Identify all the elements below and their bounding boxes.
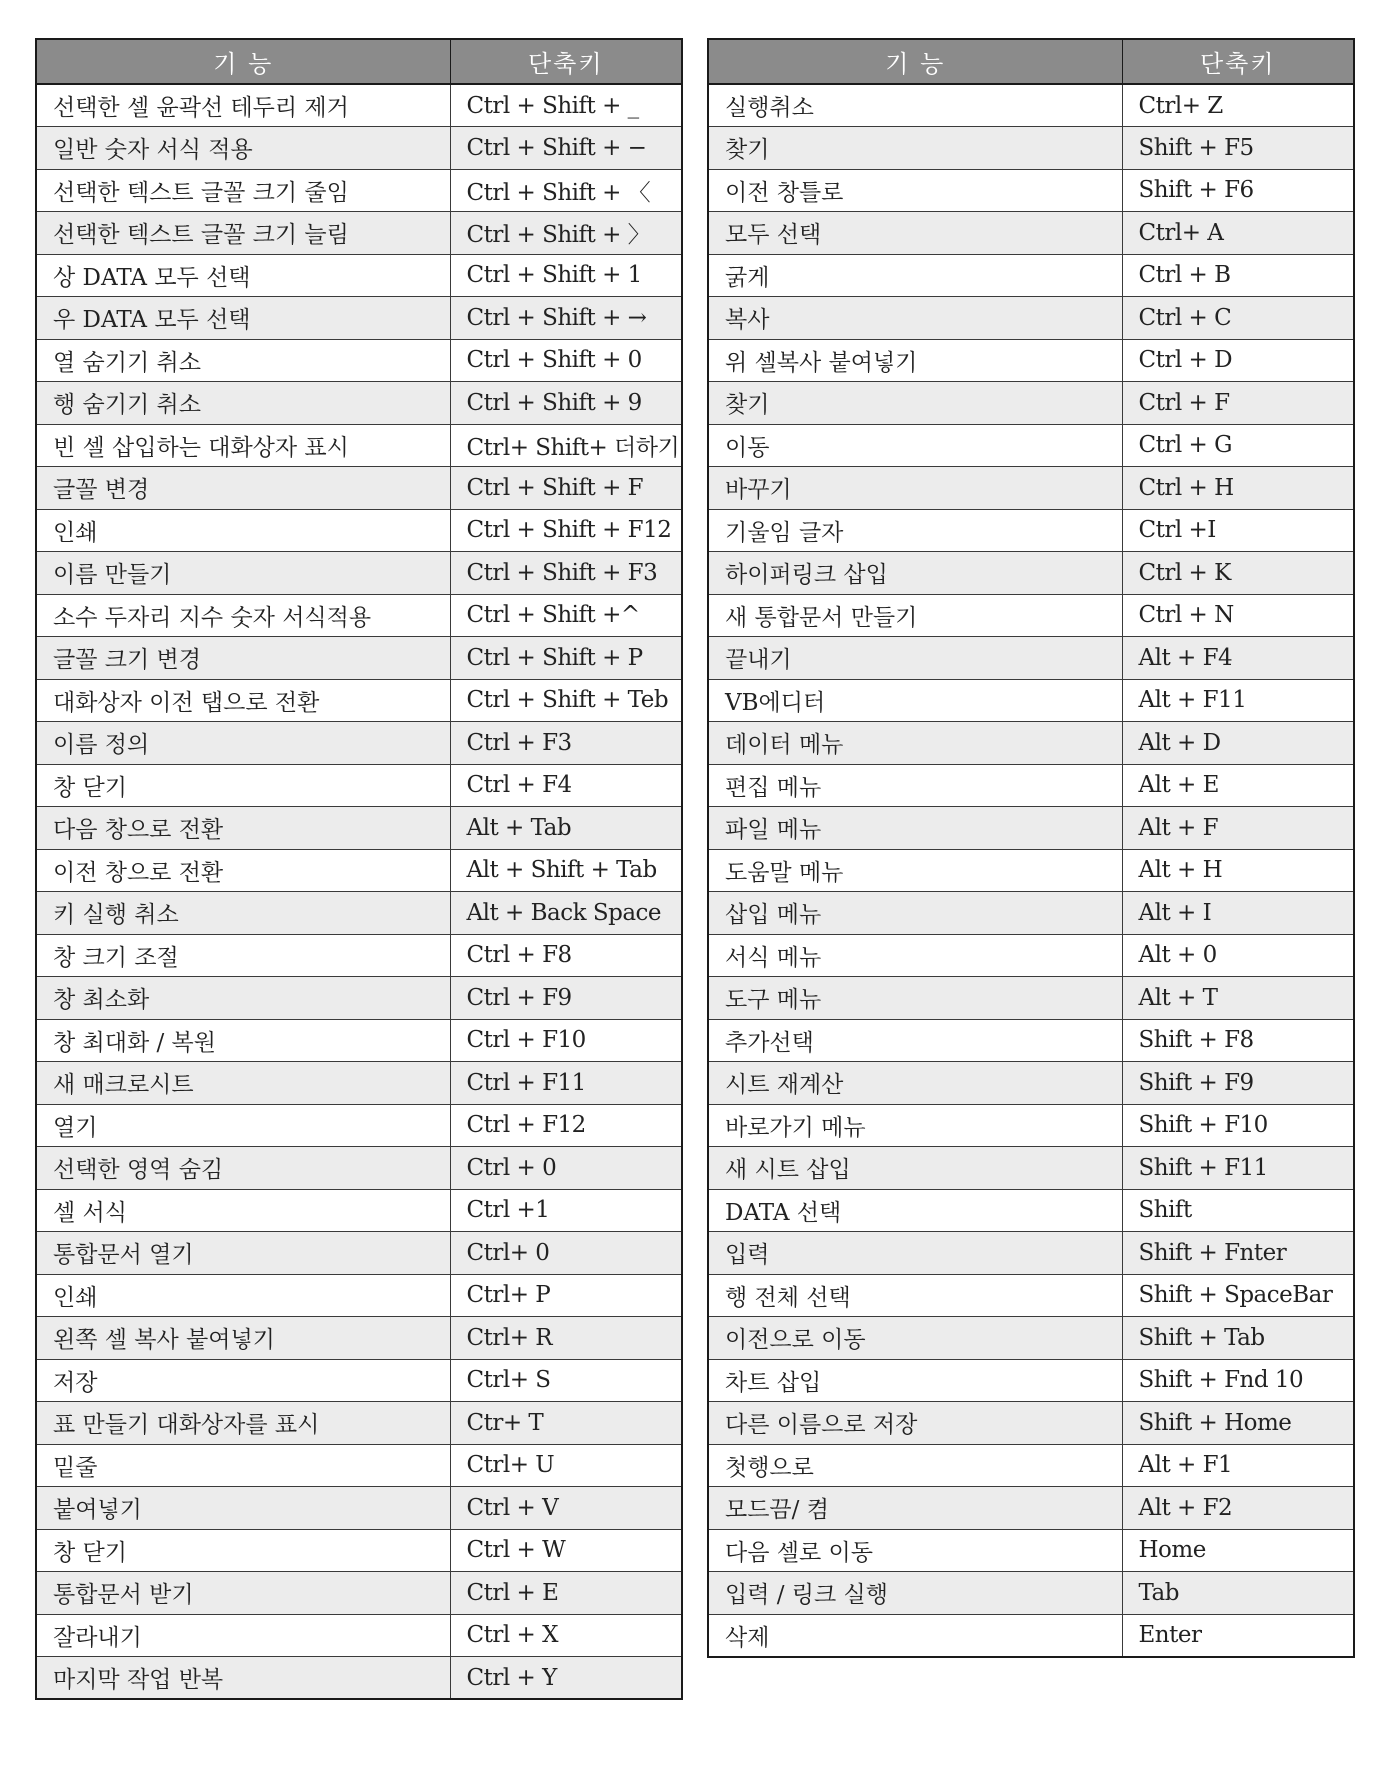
function-cell: 선택한 텍스트 글꼴 크기 늘림 xyxy=(36,212,450,255)
shortcut-cell: Ctrl+ R xyxy=(450,1317,682,1360)
shortcut-cell: Ctrl + Shift +^ xyxy=(450,594,682,637)
shortcut-cell: Ctrl + E xyxy=(450,1572,682,1615)
table-row xyxy=(36,254,682,297)
shortcut-cell: Ctrl + F12 xyxy=(450,1104,682,1147)
shortcut-cell: Ctrl + F11 xyxy=(450,1062,682,1105)
shortcut-cell: Alt + E xyxy=(1122,764,1354,807)
table-row xyxy=(36,1529,682,1572)
table-row xyxy=(708,1444,1354,1487)
table-row xyxy=(708,934,1354,977)
table-row xyxy=(708,892,1354,935)
shortcut-cell: Ctrl + Shift + F12 xyxy=(450,509,682,552)
shortcut-cell: Ctrl + Shift + 〈 xyxy=(450,169,682,212)
table-row xyxy=(36,467,682,510)
table-row xyxy=(36,722,682,765)
table-row xyxy=(36,934,682,977)
function-cell: 글꼴 크기 변경 xyxy=(36,637,450,680)
table-row xyxy=(36,807,682,850)
function-cell: VB에디터 xyxy=(708,679,1122,722)
table-row xyxy=(36,637,682,680)
function-cell: 열기 xyxy=(36,1104,450,1147)
table-row xyxy=(708,509,1354,552)
table-row xyxy=(36,552,682,595)
shortcut-cell: Shift + Home xyxy=(1122,1402,1354,1445)
shortcut-cell: Ctrl + Y xyxy=(450,1657,682,1700)
function-cell: 창 크기 조절 xyxy=(36,934,450,977)
function-cell: 데이터 메뉴 xyxy=(708,722,1122,765)
table-row xyxy=(36,1189,682,1232)
function-cell: 이전 창틀로 xyxy=(708,169,1122,212)
shortcut-cell: Ctrl + W xyxy=(450,1529,682,1572)
shortcut-cell: Ctrl+ Z xyxy=(1122,84,1354,127)
function-cell: 상 DATA 모두 선택 xyxy=(36,254,450,297)
shortcut-cell: Shift + F5 xyxy=(1122,127,1354,170)
table-row xyxy=(708,1402,1354,1445)
function-cell: 통합문서 열기 xyxy=(36,1232,450,1275)
shortcut-cell: Ctrl + Shift + P xyxy=(450,637,682,680)
table-row xyxy=(36,1019,682,1062)
shortcut-cell: Ctrl + Shift + F3 xyxy=(450,552,682,595)
shortcut-cell: Ctrl + 0 xyxy=(450,1147,682,1190)
function-cell: 바로가기 메뉴 xyxy=(708,1104,1122,1147)
shortcut-cell: Ctrl + F4 xyxy=(450,764,682,807)
shortcut-cell: Ctrl + F9 xyxy=(450,977,682,1020)
function-cell: 다른 이름으로 저장 xyxy=(708,1402,1122,1445)
table-row xyxy=(36,1317,682,1360)
table-row xyxy=(708,1189,1354,1232)
table-row xyxy=(36,339,682,382)
function-cell: 끝내기 xyxy=(708,637,1122,680)
table-row xyxy=(36,127,682,170)
table-row xyxy=(708,764,1354,807)
table-row xyxy=(708,424,1354,467)
table-row xyxy=(708,722,1354,765)
function-cell: 서식 메뉴 xyxy=(708,934,1122,977)
table-row xyxy=(708,1359,1354,1402)
shortcut-table-left xyxy=(35,38,683,1700)
table-row xyxy=(708,977,1354,1020)
shortcut-cell: Shift + F9 xyxy=(1122,1062,1354,1105)
table-row xyxy=(708,1487,1354,1530)
header-row xyxy=(36,39,682,84)
shortcut-cell: Ctrl + F10 xyxy=(450,1019,682,1062)
shortcut-cell: Ctrl + F xyxy=(1122,382,1354,425)
table-row xyxy=(708,212,1354,255)
shortcut-cell: Ctrl + C xyxy=(1122,297,1354,340)
shortcut-cell: Ctrl + F8 xyxy=(450,934,682,977)
shortcut-cell: Alt + 0 xyxy=(1122,934,1354,977)
shortcut-cell: Shift + F10 xyxy=(1122,1104,1354,1147)
shortcut-cell: Ctrl + F3 xyxy=(450,722,682,765)
table-row xyxy=(36,1402,682,1445)
table-row xyxy=(36,849,682,892)
table-row xyxy=(36,679,682,722)
shortcut-cell: Alt + F2 xyxy=(1122,1487,1354,1530)
table-row xyxy=(708,467,1354,510)
table-row xyxy=(708,84,1354,127)
function-cell: DATA 선택 xyxy=(708,1189,1122,1232)
shortcut-cell: Ctrl + Shift + − xyxy=(450,127,682,170)
shortcut-cell: Alt + H xyxy=(1122,849,1354,892)
table-row xyxy=(36,764,682,807)
function-cell: 통합문서 받기 xyxy=(36,1572,450,1615)
function-cell: 일반 숫자 서식 적용 xyxy=(36,127,450,170)
function-cell: 마지막 작업 반복 xyxy=(36,1657,450,1700)
function-cell: 셀 서식 xyxy=(36,1189,450,1232)
table-row xyxy=(708,297,1354,340)
function-cell: 열 숨기기 취소 xyxy=(36,339,450,382)
function-cell: 선택한 텍스트 글꼴 크기 줄임 xyxy=(36,169,450,212)
table-row xyxy=(708,254,1354,297)
table-row xyxy=(708,1529,1354,1572)
shortcut-cell: Ctrl + D xyxy=(1122,339,1354,382)
function-cell: 행 숨기기 취소 xyxy=(36,382,450,425)
table-row xyxy=(36,977,682,1020)
function-cell: 기울임 글자 xyxy=(708,509,1122,552)
function-cell: 행 전체 선택 xyxy=(708,1274,1122,1317)
shortcut-column-header: 단축키 xyxy=(450,39,682,84)
table-row xyxy=(36,1444,682,1487)
function-cell: 소수 두자리 지수 숫자 서식적용 xyxy=(36,594,450,637)
table-row xyxy=(708,1147,1354,1190)
table-row xyxy=(708,594,1354,637)
table-row xyxy=(36,1274,682,1317)
function-cell: 새 시트 삽입 xyxy=(708,1147,1122,1190)
shortcut-cell: Alt + F xyxy=(1122,807,1354,850)
function-cell: 도움말 메뉴 xyxy=(708,849,1122,892)
shortcut-cell: Enter xyxy=(1122,1614,1354,1657)
shortcut-cell: Alt + Back Space xyxy=(450,892,682,935)
shortcut-cell: Ctrl + G xyxy=(1122,424,1354,467)
function-cell: 바꾸기 xyxy=(708,467,1122,510)
shortcut-cell: Shift + Tab xyxy=(1122,1317,1354,1360)
table-row xyxy=(36,382,682,425)
shortcut-cell: Ctrl + K xyxy=(1122,552,1354,595)
function-cell: 창 닫기 xyxy=(36,764,450,807)
function-cell: 삭제 xyxy=(708,1614,1122,1657)
shortcut-cell: Ctrl + Shift + 〉 xyxy=(450,212,682,255)
shortcut-cell: Alt + F4 xyxy=(1122,637,1354,680)
table-row xyxy=(36,1572,682,1615)
function-cell: 인쇄 xyxy=(36,1274,450,1317)
shortcut-cell: Alt + I xyxy=(1122,892,1354,935)
function-cell: 다음 창으로 전환 xyxy=(36,807,450,850)
shortcut-cell: Shift + Fnter xyxy=(1122,1232,1354,1275)
function-cell: 이름 만들기 xyxy=(36,552,450,595)
shortcut-cell: Ctrl + Shift + 1 xyxy=(450,254,682,297)
function-cell: 키 실행 취소 xyxy=(36,892,450,935)
function-cell: 선택한 영역 숨김 xyxy=(36,1147,450,1190)
table-row xyxy=(708,1317,1354,1360)
shortcut-cell: Ctrl+ Shift+ 더하기 xyxy=(450,424,682,467)
function-cell: 첫행으로 xyxy=(708,1444,1122,1487)
header-row xyxy=(708,39,1354,84)
function-cell: 창 최소화 xyxy=(36,977,450,1020)
table-row xyxy=(708,1572,1354,1615)
table-row xyxy=(36,1147,682,1190)
shortcut-cell: Ctrl +1 xyxy=(450,1189,682,1232)
shortcut-table-right xyxy=(707,38,1355,1658)
function-cell: 파일 메뉴 xyxy=(708,807,1122,850)
function-column-header: 기 능 xyxy=(36,39,450,84)
table-row xyxy=(36,1104,682,1147)
shortcut-cell: Alt + Tab xyxy=(450,807,682,850)
function-cell: 인쇄 xyxy=(36,509,450,552)
function-column-header: 기 능 xyxy=(708,39,1122,84)
table-row xyxy=(708,339,1354,382)
function-cell: 위 셀복사 붙여넣기 xyxy=(708,339,1122,382)
function-cell: 글꼴 변경 xyxy=(36,467,450,510)
shortcut-cell: Ctrl+ U xyxy=(450,1444,682,1487)
shortcut-cell: Alt + D xyxy=(1122,722,1354,765)
table-row xyxy=(708,1614,1354,1657)
function-cell: 잘라내기 xyxy=(36,1614,450,1657)
table-row xyxy=(36,1359,682,1402)
function-cell: 저장 xyxy=(36,1359,450,1402)
shortcut-cell: Shift + SpaceBar xyxy=(1122,1274,1354,1317)
function-cell: 다음 셀로 이동 xyxy=(708,1529,1122,1572)
table-row xyxy=(708,637,1354,680)
shortcut-cell: Ctrl+ A xyxy=(1122,212,1354,255)
function-cell: 시트 재계산 xyxy=(708,1062,1122,1105)
table-row xyxy=(36,1232,682,1275)
table-row xyxy=(708,679,1354,722)
function-cell: 차트 삽입 xyxy=(708,1359,1122,1402)
table-row xyxy=(708,849,1354,892)
table-row xyxy=(708,1274,1354,1317)
function-cell: 모두 선택 xyxy=(708,212,1122,255)
shortcut-cell: Ctrl + Shift + _ xyxy=(450,84,682,127)
table-row xyxy=(708,1232,1354,1275)
table-row xyxy=(708,169,1354,212)
function-cell: 대화상자 이전 탭으로 전환 xyxy=(36,679,450,722)
shortcut-cell: Alt + F11 xyxy=(1122,679,1354,722)
shortcut-cell: Alt + T xyxy=(1122,977,1354,1020)
table-row xyxy=(708,1104,1354,1147)
table-row xyxy=(36,509,682,552)
function-cell: 창 닫기 xyxy=(36,1529,450,1572)
shortcut-cell: Ctrl + B xyxy=(1122,254,1354,297)
table-row xyxy=(708,382,1354,425)
shortcut-cell: Ctrl+ P xyxy=(450,1274,682,1317)
shortcut-cell: Shift + Fnd 10 xyxy=(1122,1359,1354,1402)
table-row xyxy=(36,1487,682,1530)
function-cell: 굵게 xyxy=(708,254,1122,297)
table-row xyxy=(36,84,682,127)
table-row xyxy=(708,1062,1354,1105)
function-cell: 이전으로 이동 xyxy=(708,1317,1122,1360)
table-row xyxy=(36,297,682,340)
shortcut-cell: Ctrl + V xyxy=(450,1487,682,1530)
shortcut-cell: Shift + F11 xyxy=(1122,1147,1354,1190)
function-cell: 모드끔/ 켬 xyxy=(708,1487,1122,1530)
table-row xyxy=(36,212,682,255)
shortcut-cell: Ctrl + N xyxy=(1122,594,1354,637)
function-cell: 창 최대화 / 복원 xyxy=(36,1019,450,1062)
function-cell: 새 통합문서 만들기 xyxy=(708,594,1122,637)
shortcut-cell: Ctrl +I xyxy=(1122,509,1354,552)
function-cell: 하이퍼링크 삽입 xyxy=(708,552,1122,595)
function-cell: 붙여넣기 xyxy=(36,1487,450,1530)
table-row xyxy=(708,807,1354,850)
function-cell: 이동 xyxy=(708,424,1122,467)
function-cell: 추가선택 xyxy=(708,1019,1122,1062)
shortcut-cell: Shift + F8 xyxy=(1122,1019,1354,1062)
function-cell: 입력 xyxy=(708,1232,1122,1275)
shortcut-cell: Tab xyxy=(1122,1572,1354,1615)
shortcut-cell: Ctrl + X xyxy=(450,1614,682,1657)
table-row xyxy=(708,127,1354,170)
shortcut-cell: Ctrl + Shift + Teb xyxy=(450,679,682,722)
shortcut-column-header: 단축키 xyxy=(1122,39,1354,84)
shortcut-cell: Home xyxy=(1122,1529,1354,1572)
function-cell: 복사 xyxy=(708,297,1122,340)
function-cell: 선택한 셀 윤곽선 테두리 제거 xyxy=(36,84,450,127)
function-cell: 입력 / 링크 실행 xyxy=(708,1572,1122,1615)
function-cell: 찾기 xyxy=(708,382,1122,425)
shortcut-cell: Ctrl + Shift + → xyxy=(450,297,682,340)
function-cell: 찾기 xyxy=(708,127,1122,170)
function-cell: 밑줄 xyxy=(36,1444,450,1487)
shortcut-cell: Ctr+ T xyxy=(450,1402,682,1445)
shortcut-cell: Ctrl + H xyxy=(1122,467,1354,510)
table-row xyxy=(708,552,1354,595)
shortcut-cell: Alt + F1 xyxy=(1122,1444,1354,1487)
shortcut-cell: Ctrl + Shift + F xyxy=(450,467,682,510)
shortcut-cell: Ctrl+ S xyxy=(450,1359,682,1402)
function-cell: 우 DATA 모두 선택 xyxy=(36,297,450,340)
shortcut-cell: Alt + Shift + Tab xyxy=(450,849,682,892)
function-cell: 표 만들기 대화상자를 표시 xyxy=(36,1402,450,1445)
function-cell: 이전 창으로 전환 xyxy=(36,849,450,892)
shortcut-cell: Shift xyxy=(1122,1189,1354,1232)
table-row xyxy=(36,892,682,935)
table-row xyxy=(36,1062,682,1105)
shortcut-cell: Ctrl+ 0 xyxy=(450,1232,682,1275)
table-row xyxy=(36,1657,682,1700)
function-cell: 이름 정의 xyxy=(36,722,450,765)
function-cell: 새 매크로시트 xyxy=(36,1062,450,1105)
shortcut-cell: Shift + F6 xyxy=(1122,169,1354,212)
function-cell: 빈 셀 삽입하는 대화상자 표시 xyxy=(36,424,450,467)
function-cell: 편집 메뉴 xyxy=(708,764,1122,807)
table-row xyxy=(36,169,682,212)
table-row xyxy=(36,1614,682,1657)
table-row xyxy=(36,424,682,467)
table-row xyxy=(708,1019,1354,1062)
function-cell: 왼쪽 셀 복사 붙여넣기 xyxy=(36,1317,450,1360)
shortcut-cell: Ctrl + Shift + 0 xyxy=(450,339,682,382)
function-cell: 실행취소 xyxy=(708,84,1122,127)
function-cell: 삽입 메뉴 xyxy=(708,892,1122,935)
shortcut-cell: Ctrl + Shift + 9 xyxy=(450,382,682,425)
table-row xyxy=(36,594,682,637)
function-cell: 도구 메뉴 xyxy=(708,977,1122,1020)
